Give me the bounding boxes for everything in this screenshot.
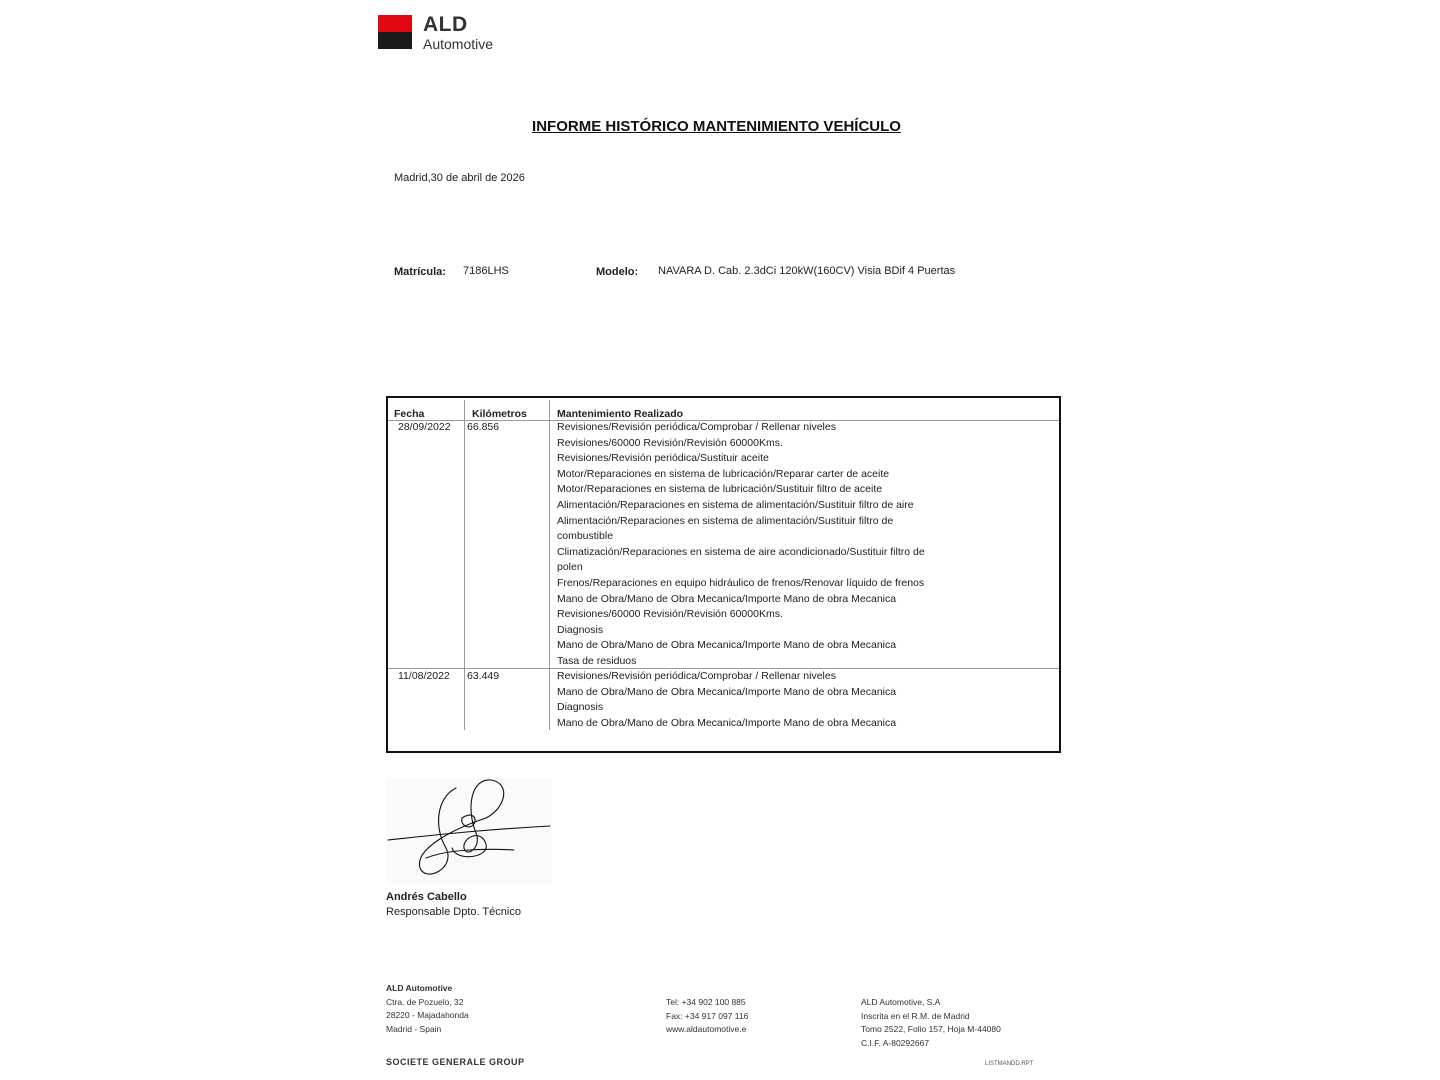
maintenance-line: Alimentación/Reparaciones en sistema de alimentación/Sustituir filtro de <box>557 514 894 527</box>
maintenance-line: Mano de Obra/Mano de Obra Mecanica/Importe Mano de obra Mecanica <box>557 639 897 652</box>
document-title: INFORME HISTÓRICO MANTENIMIENTO VEHÍCULO <box>532 118 901 135</box>
maintenance-line: Revisiones/Revisión periódica/Comprobar / Rellenar niveles <box>557 670 836 682</box>
row-2-km: 63.449 <box>467 670 500 682</box>
row-2-date: 11/08/2022 <box>398 670 450 682</box>
matricula-value: 7186LHS <box>463 265 509 277</box>
maintenance-line: Mano de Obra/Mano de Obra Mecanica/Importe Mano de obra Mecanica <box>557 592 897 605</box>
footer-phone: Tel: +34 902 100 885 <box>666 997 746 1007</box>
maintenance-line: Diagnosis <box>557 623 604 636</box>
signer-name: Andrés Cabello <box>386 891 467 903</box>
modelo-label: Modelo: <box>596 266 639 278</box>
maintenance-line: Climatización/Reparaciones en sistema de aire acondicionado/Sustituir filtro de <box>557 545 925 558</box>
maintenance-line: Revisiones/Revisión periódica/Sustituir aceite <box>557 452 769 465</box>
footer-company: ALD Automotive <box>386 983 453 993</box>
maintenance-line: Mano de Obra/Mano de Obra Mecanica/Importe Mano de obra Mecanica <box>557 716 897 729</box>
footer-contact <box>666 996 748 1037</box>
footer-line: Madrid - Spain <box>386 1023 442 1034</box>
row-2-maintenance <box>557 669 977 731</box>
place-date: Madrid,30 de abril de 2026 <box>394 172 525 184</box>
column-divider <box>549 400 550 730</box>
footer-fax: Fax: +34 917 097 116 <box>666 1010 749 1021</box>
footer-group: SOCIETE GENERALE GROUP <box>386 1057 525 1067</box>
footer-address <box>386 982 469 1036</box>
maintenance-line: Diagnosis <box>557 701 604 714</box>
modelo-value: NAVARA D. Cab. 2.3dCi 120kW(160CV) Visia BDif 4 Puertas <box>658 265 956 277</box>
maintenance-line: Revisiones/60000 Revisión/Revisión 60000Kms. <box>557 436 783 449</box>
header-kilometros: Kilómetros <box>472 408 527 420</box>
ald-logo-mark-icon <box>378 15 412 49</box>
maintenance-line: Tasa de residuos <box>557 654 637 667</box>
maintenance-line: Mano de Obra/Mano de Obra Mecanica/Importe Mano de obra Mecanica <box>557 685 897 698</box>
maintenance-line: Alimentación/Reparaciones en sistema de alimentación/Sustituir filtro de aire <box>557 498 914 511</box>
maintenance-line: Frenos/Reparaciones en equipo hidráulico de frenos/Renovar líquido de frenos <box>557 576 925 589</box>
footer-line: ALD Automotive, S.A <box>861 997 941 1007</box>
ald-automotive-logo <box>378 12 510 54</box>
header-mantenimiento: Mantenimiento Realizado <box>557 408 684 420</box>
footer-line: C.I.F. A-80292667 <box>861 1037 930 1048</box>
footer-report-code: LISTMANDD.RPT <box>985 1061 1034 1067</box>
maintenance-line: Motor/Reparaciones en sistema de lubricación/Sustituir filtro de aceite <box>557 483 883 496</box>
row-1-km: 66.856 <box>467 421 500 433</box>
header-fecha: Fecha <box>394 408 425 420</box>
footer-line: Tomo 2522, Folio 157, Hoja M-44080 <box>861 1024 1001 1035</box>
logo-brand: ALD <box>423 13 468 36</box>
matricula-label: Matrícula: <box>394 266 446 278</box>
maintenance-line: Motor/Reparaciones en sistema de lubricación/Reparar carter de aceite <box>557 467 890 480</box>
maintenance-table <box>386 396 1061 753</box>
maintenance-line: polen <box>557 561 583 574</box>
row-1-date: 28/09/2022 <box>398 421 451 433</box>
footer-line: Inscrita en el R.M. de Madrid <box>861 1010 970 1021</box>
handwritten-signature-icon <box>386 778 552 884</box>
logo-subtitle: Automotive <box>423 36 494 52</box>
footer-legal <box>861 996 1001 1050</box>
column-divider <box>464 400 465 730</box>
maintenance-line: combustible <box>557 530 614 543</box>
footer-line: 28220 - Majadahonda <box>386 1010 469 1021</box>
signature-image <box>386 778 552 884</box>
signer-role: Responsable Dpto. Técnico <box>386 906 521 918</box>
footer-line: Ctra. de Pozuelo, 32 <box>386 996 464 1007</box>
maintenance-line: Revisiones/60000 Revisión/Revisión 60000Kms. <box>557 608 783 621</box>
footer-website: www.aldautomotive.e <box>666 1024 747 1035</box>
maintenance-line: Revisiones/Revisión periódica/Comprobar / Rellenar niveles <box>557 421 836 433</box>
row-1-maintenance <box>557 420 977 670</box>
